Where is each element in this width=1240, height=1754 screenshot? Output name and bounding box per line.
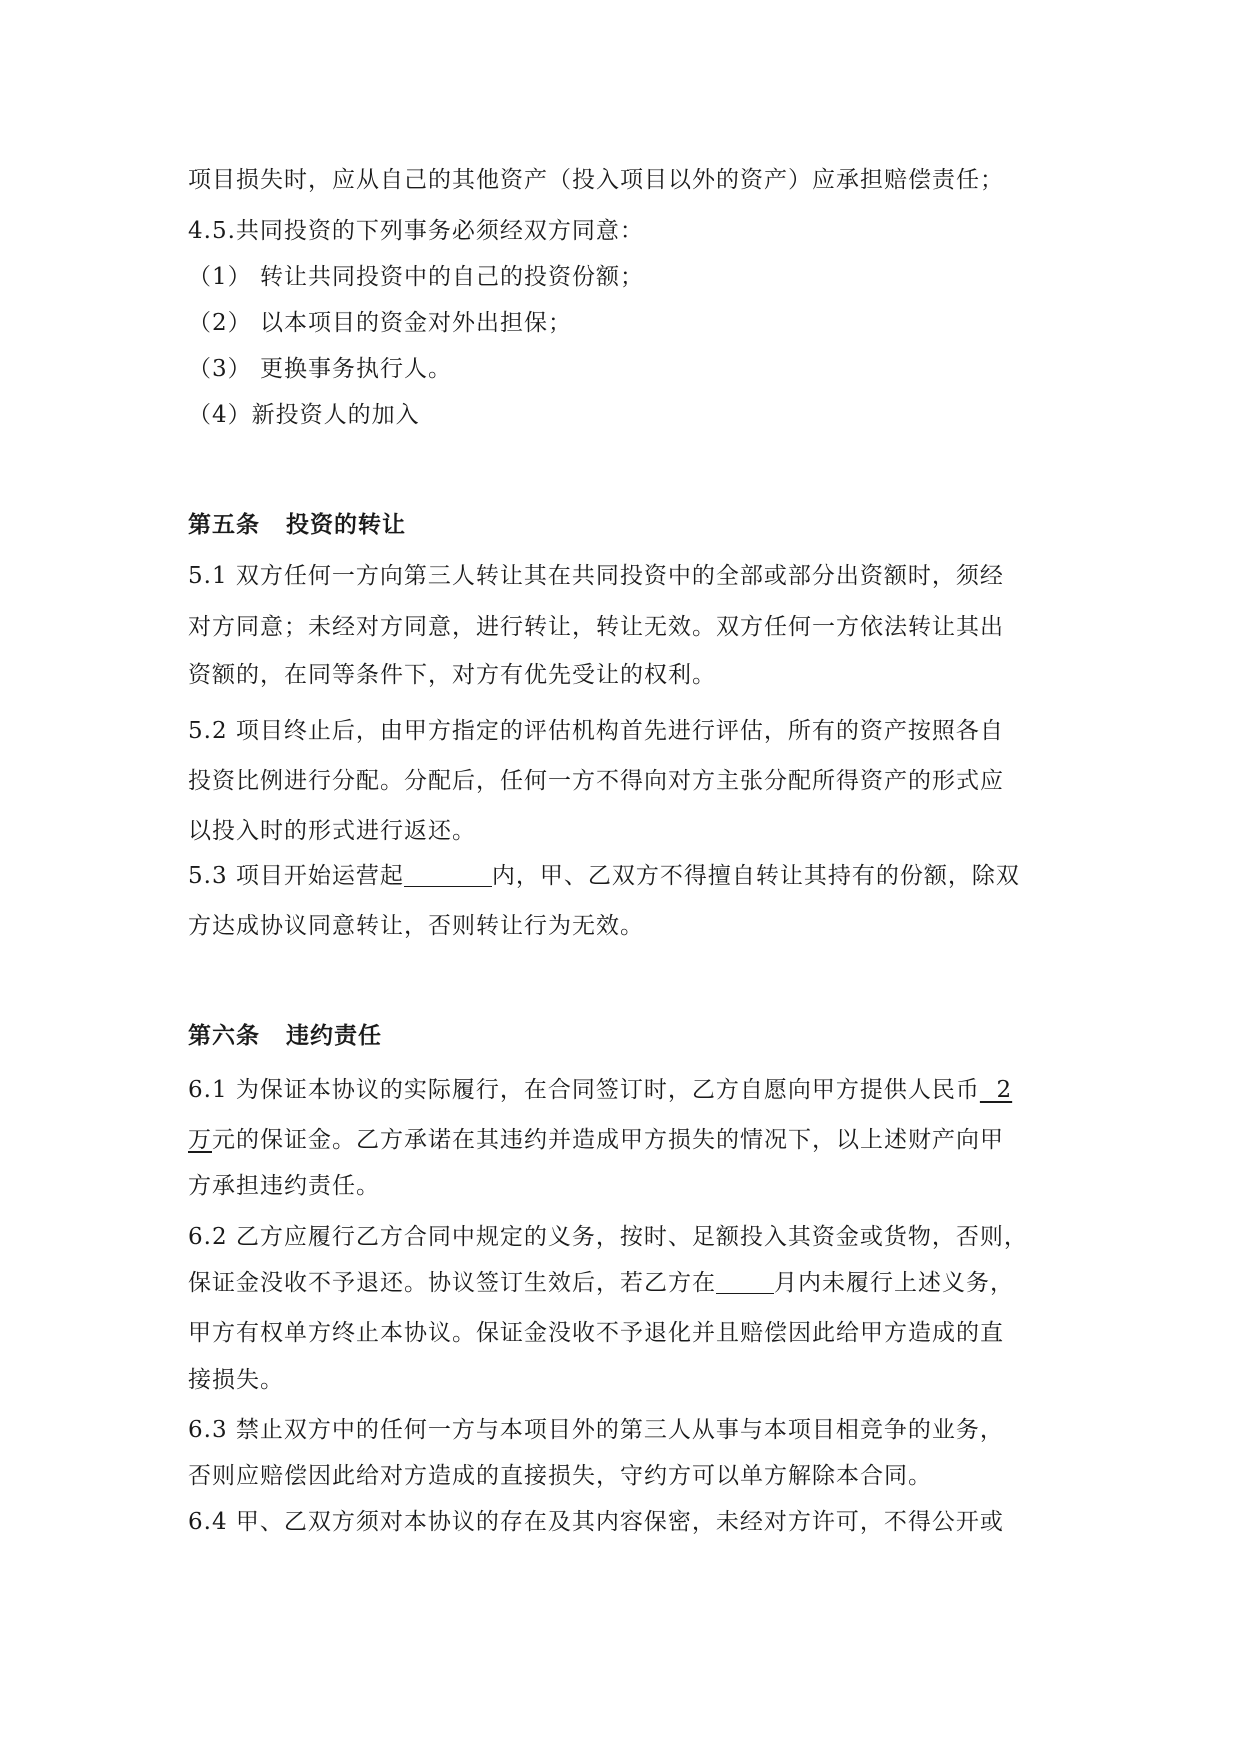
clause-5-3-text-a: 5.3 项目开始运营起 [188,863,404,889]
section-6-heading [188,1017,382,1050]
clause-5-1-line-1: 5.1 双方任何一方向第三人转让其在共同投资中的全部或部分出资额时，须经 [188,563,1004,589]
clause-6-1-text-b: 元的保证金。乙方承诺在其违约并造成甲方损失的情况下，以上述财产向甲 [212,1127,1004,1153]
section-5-heading [188,506,406,539]
list-item-3: （3） 更换事务执行人。 [188,356,452,382]
clause-6-2-text-b: 月内未履行上述义务， [774,1270,1014,1296]
section-6-number: 第六条 [188,1023,260,1049]
blank-field [716,1271,774,1294]
section-5-title: 投资的转让 [286,512,406,538]
clause-6-2-line-2 [188,1264,1014,1297]
clause-6-2-text-a: 保证金没收不予退还。协议签订生效后，若乙方在 [188,1270,716,1296]
clause-6-2-line-1: 6.2 乙方应履行乙方合同中规定的义务，按时、足额投入其资金或货物，否则， [188,1224,1028,1250]
clause-6-3-line-2: 否则应赔偿因此给对方造成的直接损失，守约方可以单方解除本合同。 [188,1463,932,1489]
clause-5-2-line-3: 以投入时的形式进行返还。 [188,818,476,844]
blank-field [404,864,492,887]
list-item-2: （2） 以本项目的资金对外出担保； [188,310,572,336]
clause-5-2-line-1: 5.2 项目终止后，由甲方指定的评估机构首先进行评估，所有的资产按照各自 [188,718,1004,744]
clause-5-3-line-2: 方达成协议同意转让，否则转让行为无效。 [188,913,644,939]
list-item-1: （1） 转让共同投资中的自己的投资份额； [188,264,644,290]
clause-4-5: 4.5.共同投资的下列事务必须经双方同意： [188,218,644,244]
clause-6-1-line-2 [188,1121,1004,1154]
clause-5-3-text-b: 内，甲、乙双方不得擅自转让其持有的份额，除双 [491,863,1020,889]
section-6-title: 违约责任 [286,1023,382,1049]
clause-6-1-text-a: 6.1 为保证本协议的实际履行，在合同签订时，乙方自愿向甲方提供人民币 [188,1077,980,1103]
clause-5-3-line-1 [188,857,1020,890]
clause-6-3-line-1: 6.3 禁止双方中的任何一方与本项目外的第三人从事与本项目相竞争的业务， [188,1417,1004,1443]
deposit-unit: 万 [188,1127,212,1153]
text-line: 项目损失时，应从自己的其他资产（投入项目以外的资产）应承担赔偿责任； [188,167,1004,193]
list-item-4: （4）新投资人的加入 [188,402,420,428]
clause-5-1-line-3: 资额的，在同等条件下，对方有优先受让的权利。 [188,662,716,688]
clause-5-1-line-2: 对方同意；未经对方同意，进行转让，转让无效。双方任何一方依法转让其出 [188,614,1004,640]
clause-6-1-line-1 [188,1071,1012,1104]
clause-6-2-line-3: 甲方有权单方终止本协议。保证金没收不予退化并且赔偿因此给甲方造成的直 [188,1320,1004,1346]
clause-6-2-line-4: 接损失。 [188,1367,284,1393]
clause-6-4-line-1: 6.4 甲、乙双方须对本协议的存在及其内容保密，未经对方许可，不得公开或 [188,1509,1004,1535]
clause-6-1-line-3: 方承担违约责任。 [188,1173,380,1199]
deposit-amount: 2 [979,1077,1013,1103]
clause-5-2-line-2: 投资比例进行分配。分配后，任何一方不得向对方主张分配所得资产的形式应 [188,768,1004,794]
section-5-number: 第五条 [188,512,260,538]
